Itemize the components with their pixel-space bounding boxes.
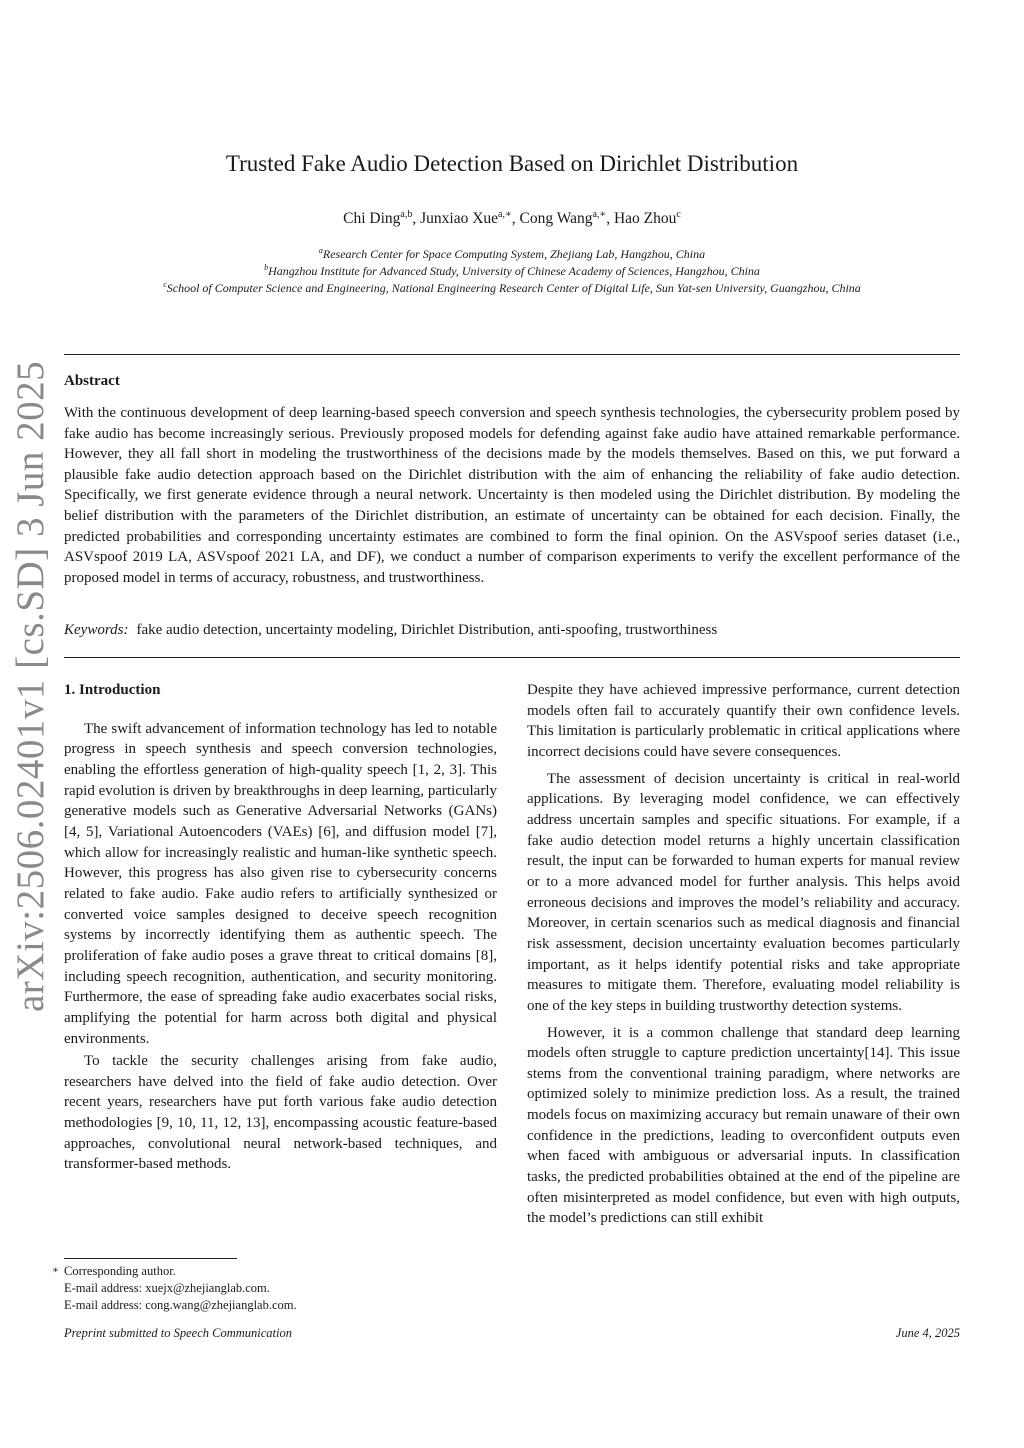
abstract-text: With the continuous development of deep learning-based speech conversion and speech synthesis technologies, the cybersecurity problem posed by fake audio has become increasingly serious. Previously proposed models for defending against fake audio have attained remarkable performance. However, they all fall short in modeling the trustworthiness of the decisions made by the models themselves. Based on this, we put forward a plausible fake audio detection approach based on the Dirichlet distribution with the aim of enhancing the reliability of fake audio detection. Specifically, we first generate evidence through a neural network. Uncertainty is then modeled using the Dirichlet distribution. By modeling the belief distribution with the parameters of the Dirichlet distribution, an estimate of uncertainty can be obtained for each decision. Finally, the predicted probabilities and corresponding uncertainty estimates are combined to form the final opinion. On the ASVspoof series dataset (i.e., ASVspoof 2019 LA, ASVspoof 2021 LA, and DF), we conduct a number of comparison experiments to verify the excellent performance of the proposed model in terms of accuracy, robustness, and trustworthiness.	[64, 405, 960, 586]
author-affil-mark: a,∗	[592, 209, 607, 220]
author-affil-mark: a,∗	[498, 209, 512, 220]
author-affil-mark: c	[676, 209, 681, 220]
keywords-text: fake audio detection, uncertainty modeling, Dirichlet Distribution, anti-spoofing, trustworthiness	[136, 622, 718, 638]
footer-date: June 4, 2025	[895, 1326, 960, 1340]
affiliation-b	[0, 263, 1024, 279]
body-paragraph: Despite they have achieved impressive performance, current detection models often fail to accurately quantify their own confidence levels. This limitation is particularly problematic in critical applications where incorrect decisions could have severe consequences.	[527, 682, 960, 760]
footnote-line: E-mail address: cong.wang@zhejianglab.com.	[64, 1297, 297, 1312]
affiliation-text: Hangzhou Institute for Advanced Study, University of Chinese Academy of Sciences, Hangzhou, China	[268, 264, 760, 278]
affiliation-c	[0, 280, 1024, 296]
affiliation-text: Research Center for Space Computing System, Zhejiang Lab, Hangzhou, China	[322, 247, 706, 261]
arxiv-identifier-stamp: arXiv:2506.02401v1 [cs.SD] 3 Jun 2025	[9, 360, 52, 1012]
body-paragraph: To tackle the security challenges arising from fake audio, researchers have delved into the field of fake audio detection. Over recent years, researchers have put forth various fake audio detection methodologies [9, 10, 11, 12, 13], encompassing acoustic feature-based approaches, convolutional neural network-based techniques, and transformer-based methods.	[64, 1053, 497, 1173]
abstract-heading: Abstract	[64, 373, 120, 389]
affiliation-text: School of Computer Science and Engineering, National Engineering Research Center of Digital Life, Sun Yat-sen University, Guangzhou, China	[166, 281, 861, 295]
body-paragraph: However, it is a common challenge that standard deep learning models often struggle to capture prediction uncertainty[14]. This issue stems from the conventional training paradigm, where networks are optimized solely to minimize prediction loss. As a result, the trained models focus on maximizing accuracy but remain unaware of their own confidence in the predictions, leading to overconfident outputs even when faced with ambiguous or adversarial inputs. In classification tasks, the predicted probabilities obtained at the end of the pipeline are often misinterpreted as model confidence, but even with high outputs, the model’s predictions can still exhibit	[527, 1024, 960, 1227]
affiliation-mark: a	[318, 246, 323, 255]
keywords-line	[64, 622, 717, 639]
author-name: Chi Ding	[343, 210, 401, 228]
right-column	[527, 680, 960, 1229]
author-name: Junxiao Xue	[420, 210, 499, 228]
body-paragraph: The swift advancement of information technology has led to notable progress in speech synthesis and speech conversion technologies, enabling the effortless generation of high-quality speech [1, 2, 3]. This rapid evolution is driven by breakthroughs in deep learning, particularly generative models such as Generative Adversarial Networks (GANs) [4, 5], Variational Autoencoders (VAEs) [6], and diffusion model [7], which allow for increasingly realistic and human-like synthetic speech. However, this progress has also given rise to cybersecurity concerns related to fake audio. Fake audio refers to artificially synthesized or converted voice samples designed to deceive speech recognition systems by incorrectly identifying them as authentic speech. The proliferation of fake audio poses a grave threat to critical domains [8], including speech recognition, authentication, and security monitoring. Furthermore, the ease of spreading fake audio exacerbates social risks, amplifying the potential for harm across both digital and physical environments.	[64, 720, 497, 1047]
footnote-star: ∗	[52, 1265, 59, 1276]
footnote-line: E-mail address: xuejx@zhejianglab.com.	[64, 1280, 270, 1295]
affiliation-mark: b	[264, 263, 269, 272]
author-name: Cong Wang	[519, 210, 593, 228]
body-paragraph: The assessment of decision uncertainty is critical in real-world applications. By leveraging model confidence, we can effectively address uncertain samples and specific situations. For example, if a fake audio detection model returns a highly uncertain classification result, the input can be forwarded to human experts for manual review or to a more advanced model for further analysis. This helps avoid erroneous decisions and improves the model’s reliability and accuracy. Moreover, in certain scenarios such as medical diagnosis and financial risk assessment, decision uncertainty evaluation becomes particularly important, as it helps identify potential risks and take appropriate measures to mitigate them. Therefore, evaluating model reliability is one of the key steps in building trustworthy detection systems.	[527, 770, 960, 1014]
footer-preprint-note: Preprint submitted to Speech Communication	[64, 1326, 292, 1340]
paper-title: Trusted Fake Audio Detection Based on Dirichlet Distribution	[225, 151, 799, 176]
author-affil-mark: a,b	[400, 209, 413, 220]
affiliation-mark: c	[163, 280, 167, 289]
abstract-top-rule	[64, 354, 960, 355]
footnote-rule	[64, 1258, 237, 1259]
section-heading: 1. Introduction	[64, 682, 161, 698]
footnote-line: Corresponding author.	[64, 1264, 176, 1278]
abstract-bottom-rule	[64, 657, 960, 658]
corresponding-author-footnote	[52, 1263, 297, 1313]
keywords-label: Keywords:	[64, 622, 129, 638]
author-name: Hao Zhou	[613, 210, 677, 228]
author-list: Chi Ding$^{a,b}$, Junxiao Xue$^{a,∗}$, Cong Wang$^{a,∗}$, Hao Zhou$^c$	[343, 209, 681, 228]
affiliation-a	[0, 246, 1024, 262]
left-column	[64, 680, 497, 1175]
